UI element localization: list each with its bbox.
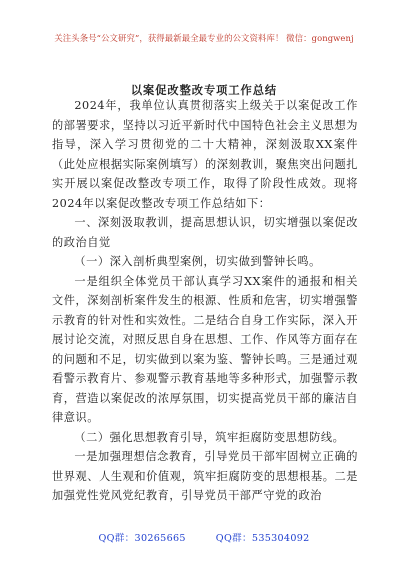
qq-footer [0,530,408,550]
body-paragraph-1: 一是组织全体党员干部认真学习XX案件的通报和相关文件，深刻剖析案件发生的根源、性质和危害，切实增强警示教育的针对性和实效性。二是结合自身工作实际，深入开展讨论交流，对照反思自身在思想、工作、作风等方面存在的问题和不足，切实做到以案为鉴、警钟长鸣。三是通过观看警示教育片、参观警示教育基地等多种形式，加强警示教育，营造以案促改的浓厚氛围，切实提高党员干部的廉洁自律意识。 [52,274,358,424]
promo-header [0,0,408,62]
subsection-heading-1: （一）深入剖析典型案例，切实做到警钟长鸣。 [74,255,321,268]
promo-banner-text: 关注头条号“公文研究”，获得最新最全最专业的公文资料库！ 微信：gongwenj [54,33,354,43]
document-body [52,96,358,506]
qq-group-1: QQ群：30265665 [98,533,186,544]
intro-paragraph: 2024年，我单位认真贯彻落实上级关于以案促改工作的部署要求，坚持以习近平新时代中国特色社会主义思想为指导，深入学习贯彻党的二十大精神，深刻汲取XX案件（此处应根据实际案例填写）的深刻教训，聚焦突出问题扎实开展以案促改整改专项工作，取得了阶段性成效。现将2024年以案促改整改专项工作总结如下： [52,99,358,210]
body-paragraph-2: 一是加强理想信念教育，引导党员干部牢固树立正确的世界观、人生观和价值观，筑牢拒腐防变的思想根基。二是加强党性党风党纪教育，引导党员干部严守党的政治 [52,450,358,502]
subsection-heading-2: （二）强化思想教育引导，筑牢拒腐防变思想防线。 [74,430,345,444]
document-title: 以案促改整改专项工作总结 [130,83,278,97]
section-heading-1: 一、深刻汲取教训，提高思想认识，切实增强以案促改的政治自觉 [52,216,358,249]
qq-group-2: QQ群：535304092 [215,533,310,544]
